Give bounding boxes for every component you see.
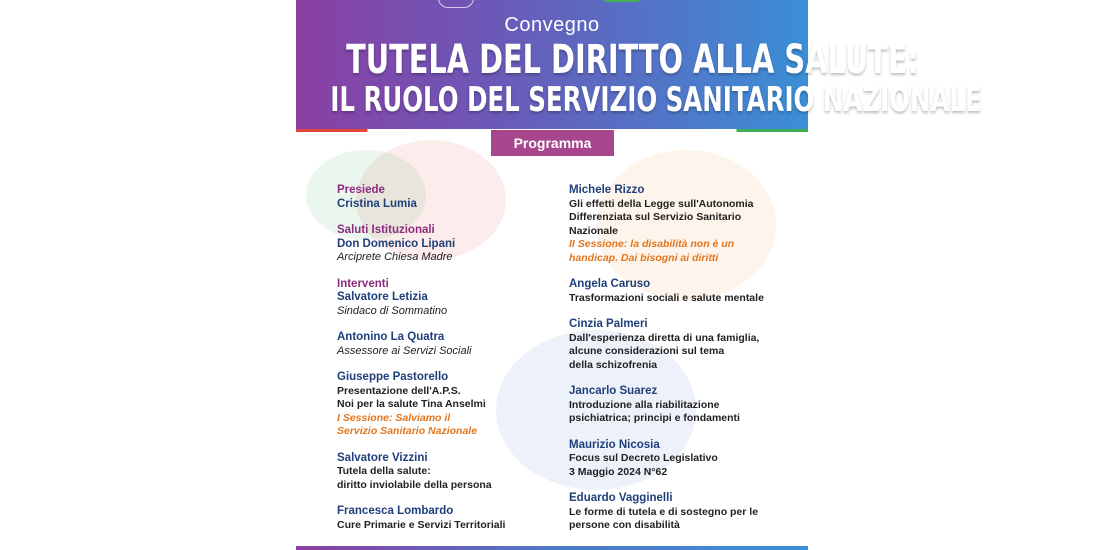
talk-title: Cure Primarie e Servizi Territoriali — [337, 518, 506, 531]
speaker-name: Angela Caruso — [569, 278, 651, 290]
item-label: Interventi — [337, 277, 389, 290]
talk-title: Nazionale — [569, 224, 619, 237]
speaker-role: Arciprete Chiesa Madre — [337, 251, 453, 263]
speaker-role: Assessore ai Servizi Sociali — [337, 344, 472, 357]
session-heading: handicap. Dai bisogni ai diritti — [569, 251, 719, 264]
talk-title: Dall'esperienza diretta di una famiglia, — [569, 331, 760, 344]
program-item — [337, 452, 547, 493]
talk-title: Focus sul Decreto Legislativo — [569, 452, 718, 464]
poster-header — [296, 0, 982, 132]
program-column-left — [337, 184, 547, 545]
event-title-line1: TUTELA DEL DIRITTO ALLA SALUTE: — [346, 37, 919, 83]
talk-title: persone con disabilità — [569, 519, 680, 531]
talk-title: 3 Maggio 2024 N°62 — [569, 465, 668, 478]
bottom-color-band — [296, 546, 808, 550]
section-label-programma: Programma — [491, 130, 614, 156]
program-item — [337, 331, 547, 358]
speaker-name: Antonino La Quatra — [337, 331, 445, 343]
event-poster — [296, 0, 982, 550]
talk-title: Trasformazioni sociali e salute mentale — [569, 291, 764, 304]
session-heading: Servizio Sanitario Nazionale — [337, 425, 478, 437]
program-item — [569, 385, 794, 426]
program-item — [337, 278, 547, 319]
session-heading: II Sessione: la disabilità non è un — [569, 238, 735, 250]
talk-title: Gli effetti della Legge sull'Autonomia — [569, 197, 754, 210]
talk-title: Introduzione alla riabilitazione — [569, 398, 720, 411]
speaker-name: Eduardo Vagginelli — [569, 492, 673, 504]
speaker-name: Salvatore Vizzini — [337, 451, 428, 464]
talk-title: psichiatrica; principi e fondamenti — [569, 412, 740, 424]
program-item — [337, 371, 547, 439]
speaker-name: Don Domenico Lipani — [337, 237, 456, 250]
talk-title: alcune considerazioni sul tema — [569, 345, 725, 357]
speaker-role: Sindaco di Sommatino — [337, 304, 448, 317]
speaker-name: Michele Rizzo — [569, 184, 645, 196]
speaker-name: Giuseppe Pastorello — [337, 371, 449, 383]
session-heading: I Sessione: Salviamo il — [337, 411, 451, 424]
speaker-name: Cristina Lumia — [337, 197, 417, 210]
talk-title: Presentazione dell'A.P.S. — [337, 384, 461, 397]
item-label: Presiede — [337, 184, 385, 196]
item-label: Saluti Istituzionali — [337, 224, 435, 236]
speaker-name: Jancarlo Suarez — [569, 385, 658, 397]
talk-title: Tutela della salute: — [337, 465, 431, 477]
program-item — [569, 439, 794, 480]
program-column-right — [569, 184, 794, 546]
talk-title: della schizofrenia — [569, 358, 658, 371]
program-item — [569, 278, 794, 305]
speaker-name: Francesca Lombardo — [337, 505, 454, 517]
logo-accent — [602, 0, 642, 2]
program-item — [569, 184, 794, 265]
talk-title: Le forme di tutela e di sostegno per le — [569, 505, 759, 518]
speaker-name: Maurizio Nicosia — [569, 438, 660, 451]
event-title-line2: IL RUOLO DEL SERVIZIO SANITARIO NAZIONALE — [330, 80, 982, 120]
event-kicker: Convegno — [504, 14, 600, 36]
talk-title: Noi per la salute Tina Anselmi — [337, 398, 486, 410]
talk-title: diritto inviolabile della persona — [337, 478, 492, 491]
program-item — [569, 492, 794, 533]
speaker-name: Cinzia Palmeri — [569, 318, 648, 330]
speaker-name: Salvatore Letizia — [337, 291, 428, 303]
program-item — [569, 318, 794, 372]
program-item — [337, 224, 547, 265]
program-item — [337, 184, 547, 211]
program-item — [337, 505, 547, 532]
logo-emblem — [438, 0, 474, 8]
talk-title: Differenziata sul Servizio Sanitario — [569, 211, 742, 223]
